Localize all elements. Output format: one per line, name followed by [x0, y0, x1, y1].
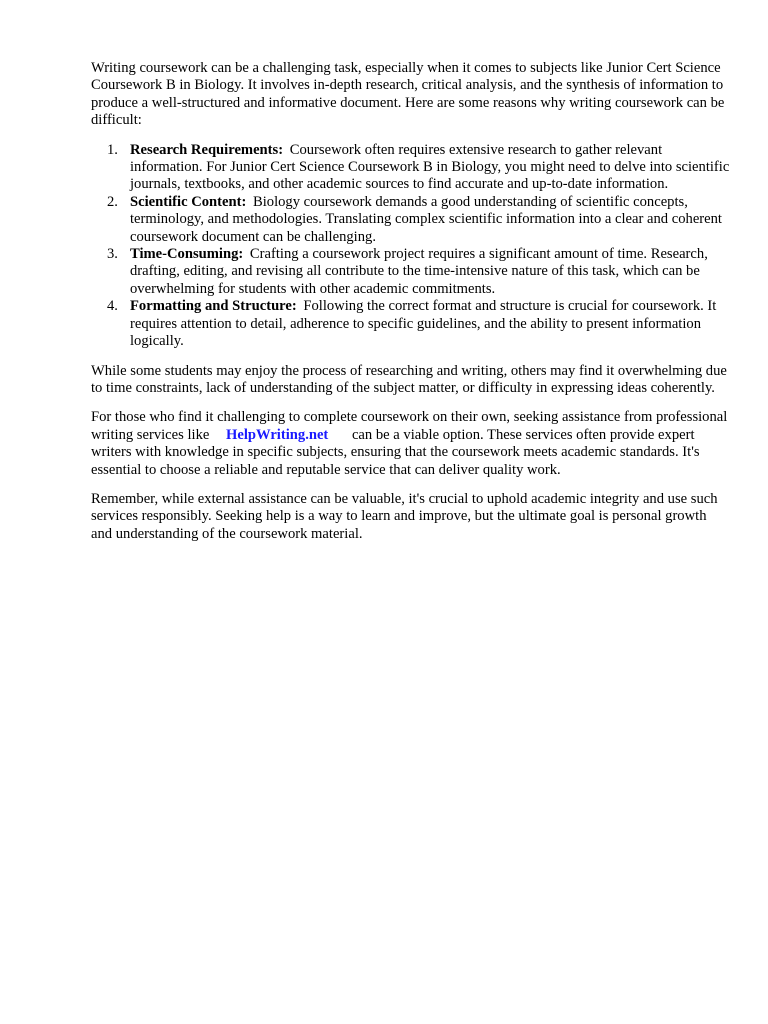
constraints-paragraph: While some students may enjoy the process of researching and writing, others may find it overwhelming due to time constraints, lack of understanding of the subject matter, or difficulty in expressing ideas coherently. [91, 362, 727, 396]
intro-paragraph: Writing coursework can be a challenging task, especially when it comes to subjects like Junior Cert Science Coursework B in Biology. It involves in-depth research, critical analysis, and the synthesis of information to produce a well-structured and informative document. Here are some reasons why writing coursework can be difficult: [91, 60, 725, 129]
reason-text: Coursework often requires extensive research to gather relevant information. For Junior Cert Science Coursework B in Biology, you might need to delve into scientific journals, textbooks, and other academic sources to find accurate and up-to-date information. [130, 141, 730, 193]
assistance-text-before: For those who find it challenging to complete coursework on their own, seeking assistance from professional writing services like [91, 409, 728, 443]
reason-title: Time-Consuming: [130, 246, 244, 263]
reason-text: Biology coursework demands a good understanding of scientific concepts, terminology, and methodologies. Translating complex scientific information into a clear and coherent coursework document can be challenging. [130, 193, 722, 245]
reason-title: Formatting and Structure: [130, 298, 297, 315]
reason-item-scientific-content [91, 194, 731, 246]
reason-text: Following the correct format and structure is crucial for coursework. It requires attention to detail, adherence to specific guidelines, and the ability to present information logically. [130, 298, 717, 350]
helpwriting-link[interactable]: HelpWriting.net [226, 426, 329, 443]
reason-number: 2. [107, 193, 118, 210]
assistance-text-after: can be a viable option. These services often provide expert writers with knowledge in specific subjects, ensuring that the coursework meets academic standards. It's essential to choose a reliable and reputable service that can deliver quality work. [91, 426, 700, 478]
reasons-list [91, 142, 731, 351]
integrity-paragraph: Remember, while external assistance can be valuable, it's crucial to uphold academic integrity and use such services responsibly. Seeking help is a way to learn and improve, but the ultimate goal is personal growth and understanding of the coursework material. [91, 490, 718, 542]
reason-title: Research Requirements: [130, 141, 284, 158]
reason-number: 1. [107, 141, 118, 158]
document-page [91, 60, 731, 555]
reason-title: Scientific Content: [130, 193, 247, 210]
assistance-paragraph [91, 409, 731, 479]
reason-text: Crafting a coursework project requires a significant amount of time. Research, drafting, editing, and revising all contribute to the time-intensive nature of this task, which can be overwhelming for students with other academic commitments. [130, 246, 708, 297]
reason-item-formatting [91, 298, 731, 350]
reason-number: 4. [107, 298, 118, 315]
reason-item-research [91, 142, 731, 194]
reason-number: 3. [107, 246, 118, 263]
reason-item-time-consuming [91, 246, 731, 298]
